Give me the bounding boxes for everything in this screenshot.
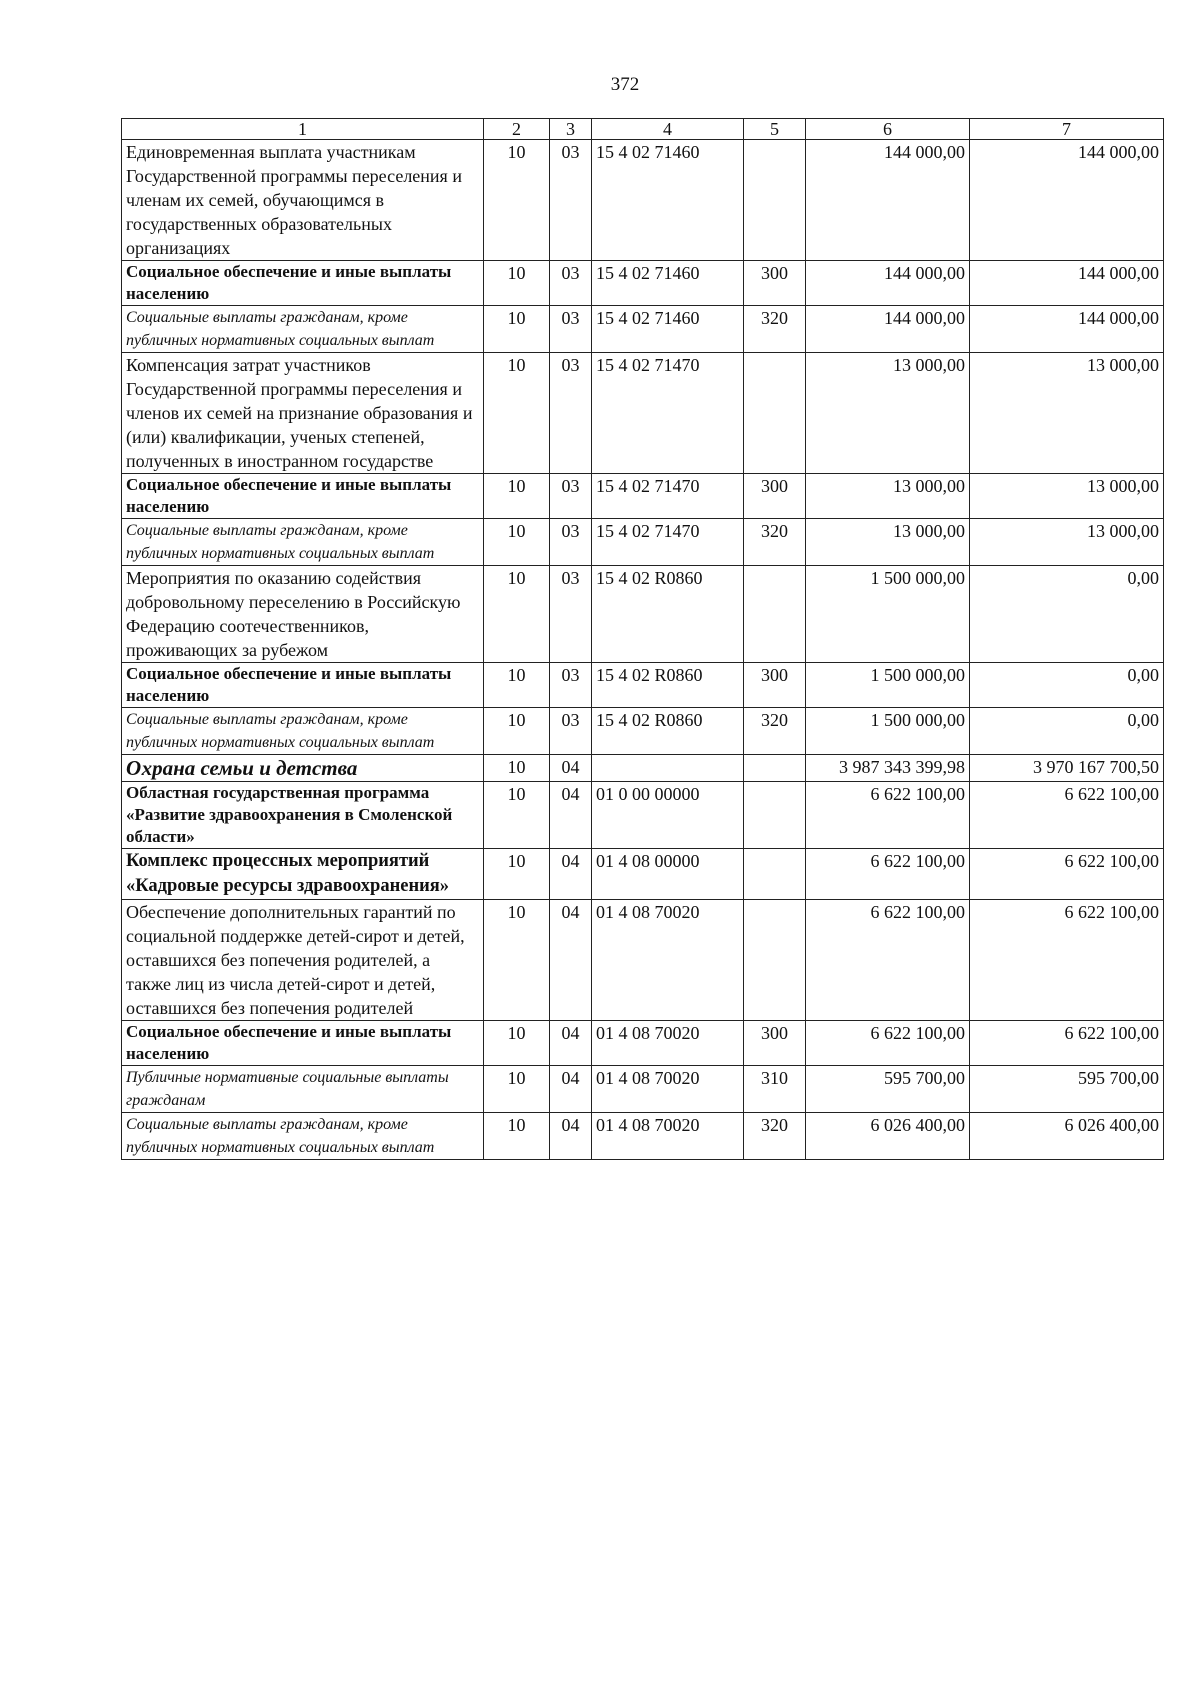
row-name: Компенсация затрат участников Государственной программы переселения и членов их семей на признание образования и (или) квалификации, ученых степеней, полученных в иностранном государстве — [122, 353, 484, 474]
row-target-article: 01 4 08 00000 — [592, 849, 744, 900]
table-row — [122, 1021, 1164, 1066]
row-section-code: 10 — [484, 849, 550, 900]
row-amount-col7: 6 622 100,00 — [970, 782, 1164, 849]
row-amount-col6: 13 000,00 — [806, 353, 970, 474]
header-cell-3: 3 — [550, 119, 592, 140]
row-subsection-code: 03 — [550, 519, 592, 566]
row-amount-col7: 6 026 400,00 — [970, 1113, 1164, 1160]
row-name: Обеспечение дополнительных гарантий по социальной поддержке детей-сирот и детей, оставшихся без попечения родителей, а также лиц из числа детей-сирот и детей, оставшихся без попечения родителей — [122, 900, 484, 1021]
row-amount-col7: 0,00 — [970, 708, 1164, 755]
row-section-code: 10 — [484, 474, 550, 519]
row-name: Социальное обеспечение и иные выплаты населению — [122, 1021, 484, 1066]
row-target-article: 15 4 02 R0860 — [592, 708, 744, 755]
row-section-code: 10 — [484, 566, 550, 663]
table-row — [122, 519, 1164, 566]
row-target-article: 01 4 08 70020 — [592, 900, 744, 1021]
row-amount-col6: 1 500 000,00 — [806, 663, 970, 708]
table-row — [122, 849, 1164, 900]
row-expense-type: 320 — [744, 708, 806, 755]
row-amount-col6: 6 622 100,00 — [806, 849, 970, 900]
row-expense-type — [744, 755, 806, 782]
row-subsection-code: 04 — [550, 900, 592, 1021]
row-name: Социальное обеспечение и иные выплаты населению — [122, 474, 484, 519]
row-name: Социальные выплаты гражданам, кроме публичных нормативных социальных выплат — [122, 519, 484, 566]
row-expense-type: 310 — [744, 1066, 806, 1113]
row-subsection-code: 03 — [550, 708, 592, 755]
row-target-article: 15 4 02 R0860 — [592, 663, 744, 708]
header-cell-1: 1 — [122, 119, 484, 140]
row-name: Областная государственная программа «Развитие здравоохранения в Смоленской области» — [122, 782, 484, 849]
row-expense-type: 300 — [744, 663, 806, 708]
header-cell-2: 2 — [484, 119, 550, 140]
row-subsection-code: 03 — [550, 353, 592, 474]
row-target-article: 01 4 08 70020 — [592, 1021, 744, 1066]
table-row — [122, 353, 1164, 474]
row-target-article: 15 4 02 R0860 — [592, 566, 744, 663]
row-expense-type: 300 — [744, 1021, 806, 1066]
header-cell-4: 4 — [592, 119, 744, 140]
table-row — [122, 140, 1164, 261]
table-row — [122, 900, 1164, 1021]
row-section-code: 10 — [484, 306, 550, 353]
row-expense-type — [744, 782, 806, 849]
row-name: Комплекс процессных мероприятий «Кадровые ресурсы здравоохранения» — [122, 849, 484, 900]
row-amount-col6: 144 000,00 — [806, 140, 970, 261]
table-row — [122, 782, 1164, 849]
row-expense-type: 320 — [744, 519, 806, 566]
row-subsection-code: 04 — [550, 849, 592, 900]
row-section-code: 10 — [484, 261, 550, 306]
row-section-code: 10 — [484, 900, 550, 1021]
row-amount-col7: 144 000,00 — [970, 306, 1164, 353]
row-name: Социальные выплаты гражданам, кроме публичных нормативных социальных выплат — [122, 306, 484, 353]
row-section-code: 10 — [484, 708, 550, 755]
row-amount-col7: 0,00 — [970, 566, 1164, 663]
row-amount-col6: 144 000,00 — [806, 306, 970, 353]
row-expense-type — [744, 900, 806, 1021]
budget-table — [121, 118, 1164, 1160]
row-subsection-code: 04 — [550, 755, 592, 782]
row-subsection-code: 04 — [550, 1066, 592, 1113]
row-section-code: 10 — [484, 782, 550, 849]
row-name: Публичные нормативные социальные выплаты гражданам — [122, 1066, 484, 1113]
table-header-row — [122, 119, 1164, 140]
row-subsection-code: 03 — [550, 140, 592, 261]
row-amount-col7: 6 622 100,00 — [970, 849, 1164, 900]
row-amount-col6: 13 000,00 — [806, 519, 970, 566]
row-target-article: 15 4 02 71460 — [592, 306, 744, 353]
row-subsection-code: 03 — [550, 566, 592, 663]
table-row — [122, 1113, 1164, 1160]
row-section-code: 10 — [484, 1066, 550, 1113]
row-amount-col7: 6 622 100,00 — [970, 900, 1164, 1021]
header-cell-6: 6 — [806, 119, 970, 140]
row-name: Единовременная выплата участникам Государственной программы переселения и членам их семей, обучающимся в государственных образовательных организациях — [122, 140, 484, 261]
page-number: 372 — [610, 74, 640, 95]
row-subsection-code: 04 — [550, 782, 592, 849]
row-amount-col6: 6 622 100,00 — [806, 782, 970, 849]
row-amount-col6: 1 500 000,00 — [806, 708, 970, 755]
row-expense-type: 300 — [744, 474, 806, 519]
row-target-article: 15 4 02 71470 — [592, 519, 744, 566]
row-subsection-code: 03 — [550, 663, 592, 708]
row-amount-col6: 1 500 000,00 — [806, 566, 970, 663]
table-row — [122, 708, 1164, 755]
row-amount-col7: 144 000,00 — [970, 261, 1164, 306]
row-amount-col7: 3 970 167 700,50 — [970, 755, 1164, 782]
row-amount-col6: 6 026 400,00 — [806, 1113, 970, 1160]
row-amount-col6: 13 000,00 — [806, 474, 970, 519]
row-amount-col7: 144 000,00 — [970, 140, 1164, 261]
row-expense-type: 320 — [744, 1113, 806, 1160]
row-amount-col7: 0,00 — [970, 663, 1164, 708]
table-row — [122, 755, 1164, 782]
row-subsection-code: 04 — [550, 1021, 592, 1066]
row-amount-col6: 6 622 100,00 — [806, 900, 970, 1021]
row-amount-col7: 13 000,00 — [970, 474, 1164, 519]
row-name: Социальное обеспечение и иные выплаты населению — [122, 663, 484, 708]
row-target-article: 01 4 08 70020 — [592, 1113, 744, 1160]
row-amount-col6: 144 000,00 — [806, 261, 970, 306]
row-section-code: 10 — [484, 353, 550, 474]
row-amount-col6: 3 987 343 399,98 — [806, 755, 970, 782]
row-target-article: 15 4 02 71460 — [592, 140, 744, 261]
header-cell-5: 5 — [744, 119, 806, 140]
table-row — [122, 261, 1164, 306]
row-expense-type: 320 — [744, 306, 806, 353]
header-cell-7: 7 — [970, 119, 1164, 140]
row-expense-type: 300 — [744, 261, 806, 306]
row-target-article: 01 0 00 00000 — [592, 782, 744, 849]
table-row — [122, 1066, 1164, 1113]
row-section-code: 10 — [484, 519, 550, 566]
row-expense-type — [744, 566, 806, 663]
row-amount-col7: 6 622 100,00 — [970, 1021, 1164, 1066]
row-subsection-code: 03 — [550, 474, 592, 519]
row-target-article: 15 4 02 71470 — [592, 353, 744, 474]
row-expense-type — [744, 140, 806, 261]
row-name: Охрана семьи и детства — [122, 755, 484, 782]
row-name: Мероприятия по оказанию содействия добровольному переселению в Российскую Федерацию соотечественников, проживающих за рубежом — [122, 566, 484, 663]
row-amount-col7: 595 700,00 — [970, 1066, 1164, 1113]
row-amount-col6: 595 700,00 — [806, 1066, 970, 1113]
row-target-article: 15 4 02 71460 — [592, 261, 744, 306]
row-target-article — [592, 755, 744, 782]
row-subsection-code: 03 — [550, 261, 592, 306]
row-section-code: 10 — [484, 1021, 550, 1066]
row-target-article: 01 4 08 70020 — [592, 1066, 744, 1113]
row-section-code: 10 — [484, 755, 550, 782]
row-section-code: 10 — [484, 140, 550, 261]
row-name: Социальные выплаты гражданам, кроме публичных нормативных социальных выплат — [122, 708, 484, 755]
row-name: Социальное обеспечение и иные выплаты населению — [122, 261, 484, 306]
row-target-article: 15 4 02 71470 — [592, 474, 744, 519]
row-subsection-code: 03 — [550, 306, 592, 353]
row-section-code: 10 — [484, 663, 550, 708]
row-amount-col7: 13 000,00 — [970, 353, 1164, 474]
row-expense-type — [744, 353, 806, 474]
row-amount-col6: 6 622 100,00 — [806, 1021, 970, 1066]
table-row — [122, 663, 1164, 708]
row-section-code: 10 — [484, 1113, 550, 1160]
table-row — [122, 566, 1164, 663]
row-amount-col7: 13 000,00 — [970, 519, 1164, 566]
row-subsection-code: 04 — [550, 1113, 592, 1160]
row-name: Социальные выплаты гражданам, кроме публичных нормативных социальных выплат — [122, 1113, 484, 1160]
row-expense-type — [744, 849, 806, 900]
table-row — [122, 474, 1164, 519]
table-row — [122, 306, 1164, 353]
